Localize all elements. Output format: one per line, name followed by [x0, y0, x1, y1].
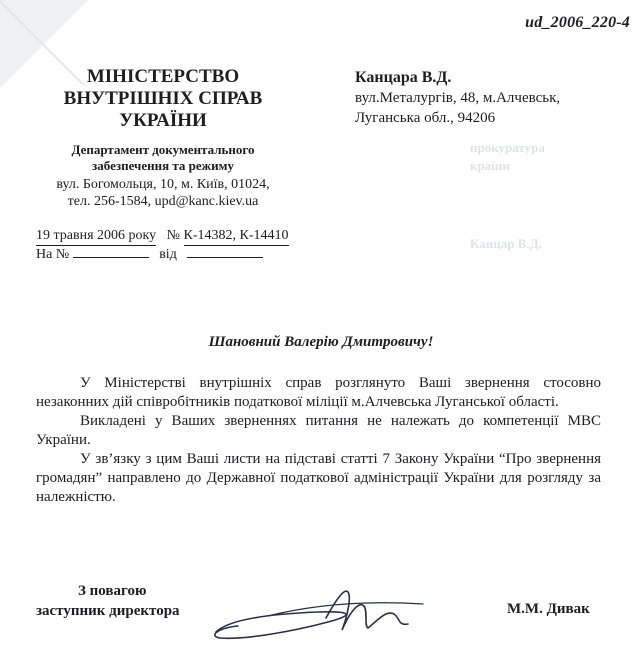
- department-line: забезпечення та режиму: [92, 158, 234, 173]
- reply-reference-line: [36, 244, 263, 264]
- registration-number-label: №: [166, 228, 181, 243]
- salutation: Шановний Валерію Дмитровичу!: [208, 334, 434, 350]
- department-name: [28, 142, 298, 174]
- recipient-block: [355, 68, 560, 128]
- bleed-through-text: прокуратура: [470, 140, 545, 155]
- closing-regards: З повагою: [78, 583, 147, 599]
- body-paragraph: У Міністерстві внутрішніх справ розглянуто Ваші звернення стосовно незаконних дій співробітників податкової міліції м.Алчевська Луганської області.: [36, 375, 601, 410]
- recipient-name: Канцара В.Д.: [355, 69, 452, 86]
- ministry-line: ВНУТРІШНІХ СПРАВ: [63, 88, 263, 109]
- registration-date: 19 травня 2006 року: [36, 227, 156, 246]
- signer-position: заступник директора: [36, 603, 180, 619]
- recipient-address-line: вул.Металургів, 48, м.Алчевськ,: [355, 90, 561, 106]
- document-id: ud_2006_220-4: [525, 14, 630, 31]
- reply-date-blank: [187, 244, 263, 258]
- handwritten-signature: [208, 570, 428, 650]
- ministry-line: МІНІСТЕРСТВО: [86, 66, 240, 87]
- recipient-address-line: Луганська обл., 94206: [355, 110, 496, 126]
- reply-number-blank: [73, 244, 149, 258]
- reply-number-label: На №: [36, 247, 70, 262]
- reply-from-label: від: [159, 247, 177, 262]
- ministry-name: [38, 66, 288, 132]
- department-line: Департамент документального: [71, 142, 255, 157]
- bleed-through-text: Канцар В.Д.: [470, 236, 542, 251]
- letter-body: [36, 374, 601, 507]
- registration-number: К-14382, К-14410: [184, 227, 289, 246]
- closing-block: [36, 581, 180, 621]
- signer-name: М.М. Дивак: [507, 601, 590, 617]
- ministry-line: УКРАЇНИ: [119, 110, 207, 131]
- body-paragraph: Викладені у Ваших зверненнях питання не належать до компетенції МВС України.: [36, 413, 601, 448]
- sender-address-line: тел. 256-1584, upd@kanc.kiev.ua: [67, 194, 259, 209]
- sender-address-line: вул. Богомольця, 10, м. Київ, 01024,: [56, 177, 270, 192]
- bleed-through-text: країни: [470, 158, 510, 173]
- body-paragraph: У зв’язку з цим Ваші листи на підставі статті 7 Закону України “Про звернення громадян” направлено до Державної податкової адміністрації України для розгляду за належністю.: [36, 451, 601, 505]
- sender-address: [28, 176, 298, 210]
